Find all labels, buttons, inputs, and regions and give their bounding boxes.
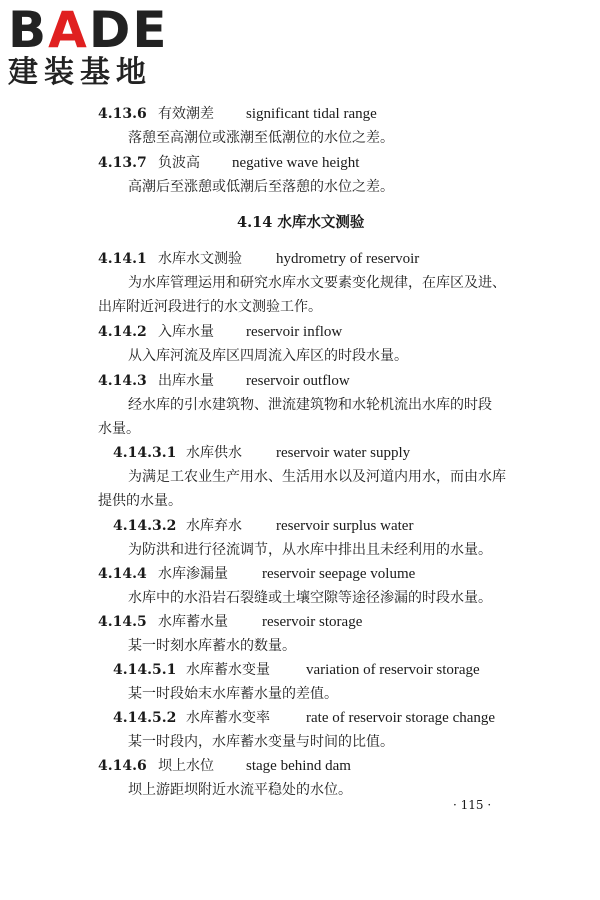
entry-heading [98,371,350,391]
entry-definition: 为满足工农业生产用水、生活用水以及河道内用水，而由水库 [128,469,506,485]
entry-heading [113,443,410,463]
logo-letter-a: A [48,1,89,59]
entry-term-en: stage behind dam [246,758,351,774]
logo-letters-de: DE [88,1,169,59]
entry-term-zh: 出库水量 [158,373,214,389]
section-title: 4.14 水库水文测验 [237,214,365,231]
entry-definition: 经水库的引水建筑物、泄流建筑物和水轮机流出水库的时段 [128,397,492,413]
entry-number: 4.14.5.2 [113,710,177,726]
entry-term-zh: 有效潮差 [158,106,214,122]
entry-number: 4.14.4 [98,566,147,582]
entry-term-en: reservoir storage [262,614,363,630]
entry-definition: 水量。 [98,421,140,437]
entry-definition: 某一时刻水库蓄水的数量。 [128,638,296,654]
entry-heading [98,756,351,776]
entry-number: 4.14.6 [98,758,147,774]
entry-number: 4.14.5.1 [113,662,177,678]
entry-number: 4.13.7 [98,155,147,171]
entry-definition: 提供的水量。 [98,493,182,509]
entry-number: 4.14.2 [98,324,147,340]
entry-definition: 出库附近河段进行的水文测验工作。 [98,299,322,315]
entry-number: 4.14.5 [98,614,147,630]
logo-letter-b: B [8,1,49,59]
entry-term-zh: 坝上水位 [158,758,214,774]
entry-term-zh: 水库蓄水变量 [186,662,270,678]
entry-term-zh: 水库供水 [186,445,242,461]
entry-term-en: significant tidal range [246,106,377,122]
entry-term-en: reservoir inflow [246,324,343,340]
entry-term-zh: 水库蓄水变率 [186,710,270,726]
entry-term-en: hydrometry of reservoir [276,251,420,267]
entry-definition: 从入库河流及库区四周流入库区的时段水量。 [128,348,408,364]
entry-term-en: reservoir outflow [246,373,350,389]
entry-heading [98,153,359,173]
entry-term-zh: 水库水文测验 [158,251,242,267]
entry-definition: 高潮后至涨憩或低潮后至落憩的水位之差。 [128,179,394,195]
entry-term-en: reservoir surplus water [276,518,414,534]
entry-term-zh: 水库蓄水量 [158,614,228,630]
entry-definition: 落憩至高潮位或涨潮至低潮位的水位之差。 [128,130,394,146]
entry-term-zh: 负波高 [158,155,200,171]
entry-definition: 坝上游距坝附近水流平稳处的水位。 [128,782,352,798]
entry-heading [113,708,495,728]
entry-term-zh: 入库水量 [158,324,214,340]
logo [8,1,169,90]
entry-definition: 为水库管理运用和研究水库水文要素变化规律，在库区及进、 [128,275,506,291]
entry-definition: 为防洪和进行径流调节，从水库中排出且未经利用的水量。 [128,542,492,558]
entry-definition: 某一时段始末水库蓄水量的差值。 [128,686,338,702]
entry-heading [98,322,342,342]
entry-number: 4.14.3 [98,373,147,389]
entry-term-zh: 水库渗漏量 [158,566,228,582]
entry-term-en: rate of reservoir storage change [306,710,496,726]
entry-definition: 某一时段内，水库蓄水变量与时间的比值。 [128,734,394,750]
entry-heading [113,660,480,680]
logo-brand [8,1,169,59]
entry-number: 4.13.6 [98,106,147,122]
entry-heading [98,564,415,584]
entry-term-en: variation of reservoir storage [306,662,480,678]
entry-heading [113,516,413,536]
entry-number: 4.14.3.2 [113,518,177,534]
entry-heading [98,104,377,124]
entry-definition: 水库中的水沿岩石裂缝或土壤空隙等途径渗漏的时段水量。 [128,590,492,606]
entry-heading [98,249,419,269]
entry-term-zh: 水库弃水 [186,518,242,534]
logo-subtitle: 建装基地 [8,55,152,90]
entry-number: 4.14.3.1 [113,445,177,461]
entry-number: 4.14.1 [98,251,147,267]
entry-term-en: negative wave height [232,155,360,171]
entry-term-en: reservoir water supply [276,445,411,461]
entry-heading [98,612,362,632]
page-number: · 115 · [453,798,492,812]
entry-term-en: reservoir seepage volume [262,566,416,582]
